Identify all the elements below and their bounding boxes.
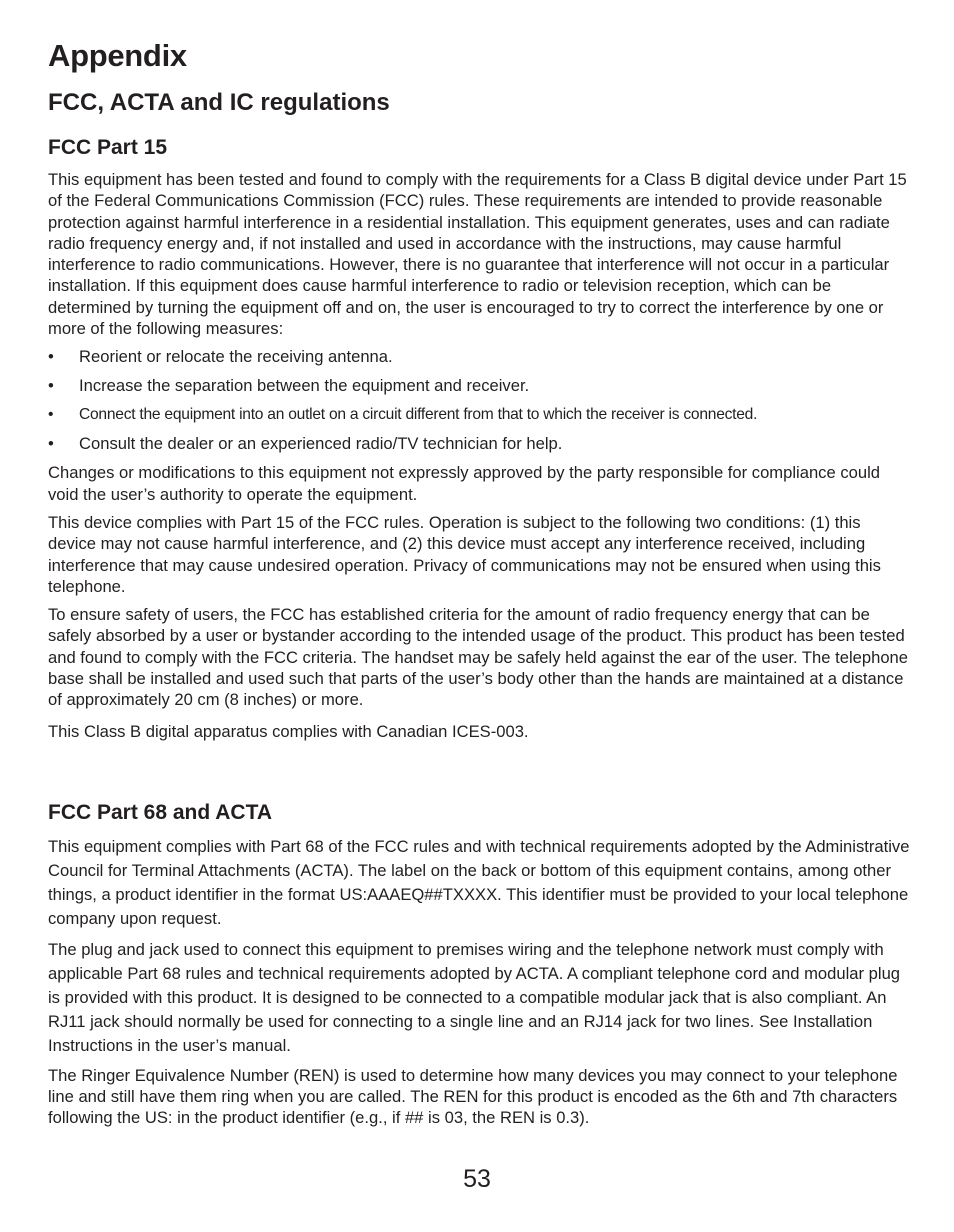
list-item bbox=[48, 375, 910, 396]
ices-paragraph: This Class B digital apparatus complies with Canadian ICES-003. bbox=[48, 721, 529, 741]
fcc-part-68-heading: FCC Part 68 and ACTA bbox=[48, 801, 273, 824]
fcc-part-68-section bbox=[48, 801, 910, 1129]
list-item-text: Consult the dealer or an experienced radio/TV technician for help. bbox=[79, 434, 563, 454]
page-number: 53 bbox=[463, 1165, 491, 1193]
fcc-part-15-section bbox=[48, 136, 910, 742]
fcc-part-15-heading: FCC Part 15 bbox=[48, 136, 168, 159]
bullet-icon: • bbox=[48, 376, 54, 396]
bullet-icon: • bbox=[48, 347, 54, 367]
list-item bbox=[48, 346, 910, 367]
safety-paragraph: To ensure safety of users, the FCC has established criteria for the amount of radio frequency energy that can be safely absorbed by a user or bystander according to the intended usage of the product. This product has been tested and found to comply with the FCC criteria. The handset may be safely held against the ear of the user. The telephone base shall be installed and used such that parts of the user’s body other than the hands are maintained at a distance of approximately 20 cm (8 inches) or more. bbox=[48, 605, 909, 710]
list-item-text: Connect the equipment into an outlet on a circuit different from that to which the receiver is connected. bbox=[79, 406, 758, 424]
plug-jack-paragraph: The plug and jack used to connect this equipment to premises wiring and the telephone network must comply with applicable Part 68 rules and technical requirements adopted by ACTA. A compliant telephone cord and modular plug is provided with this product. It is designed to be connected to a compatible modular jack that is also compliant. An RJ11 jack should normally be used for connecting to a single line and an RJ14 jack for two lines. See Installation Instructions in the user’s manual. bbox=[48, 940, 901, 1055]
interference-measures-list bbox=[48, 346, 910, 454]
conditions-paragraph: This device complies with Part 15 of the FCC rules. Operation is subject to the following two conditions: (1) this device may not cause harmful interference, and (2) this device must accept any interference received, including interference that may cause undesired operation. Privacy of communications may not be ensured when using this telephone. bbox=[48, 512, 881, 596]
bullet-icon: • bbox=[48, 406, 54, 424]
list-item bbox=[48, 433, 910, 454]
page-title: Appendix bbox=[48, 38, 187, 73]
part68-compliance-paragraph: This equipment complies with Part 68 of the FCC rules and with technical requirements adopted by the Administrative Council for Terminal Attachments (ACTA). The label on the back or bottom of this equipment contains, among other things, a product identifier in the format US:AAAEQ##TXXXX. This identifier must be provided to your local telephone company upon request. bbox=[48, 837, 910, 928]
ren-paragraph: The Ringer Equivalence Number (REN) is used to determine how many devices you may connect to your telephone line and still have them ring when you are called. The REN for this product is encoded as the 6th and 7th characters following the US: in the product identifier (e.g., if ## is 03, the REN is 0.3). bbox=[48, 1065, 898, 1128]
list-item-text: Increase the separation between the equipment and receiver. bbox=[79, 376, 530, 396]
changes-paragraph: Changes or modifications to this equipment not expressly approved by the party responsible for compliance could void the user’s authority to operate the equipment. bbox=[48, 463, 880, 504]
list-item bbox=[48, 404, 910, 425]
bullet-icon: • bbox=[48, 434, 54, 454]
part15-intro-paragraph: This equipment has been tested and found to comply with the requirements for a Class B digital device under Part 15 of the Federal Communications Commission (FCC) rules. These requirements are intended to provide reasonable protection against harmful interference in a residential installation. This equipment generates, uses and can radiate radio frequency energy and, if not installed and used in accordance with the instructions, may cause harmful interference to radio communications. However, there is no guarantee that interference will not occur in a particular installation. If this equipment does cause harmful interference to radio or television reception, which can be determined by turning the equipment off and on, the user is encouraged to try to correct the interference by one or more of the following measures: bbox=[48, 170, 907, 339]
list-item-text: Reorient or relocate the receiving antenna. bbox=[79, 347, 393, 367]
section-title: FCC, ACTA and IC regulations bbox=[48, 89, 390, 116]
